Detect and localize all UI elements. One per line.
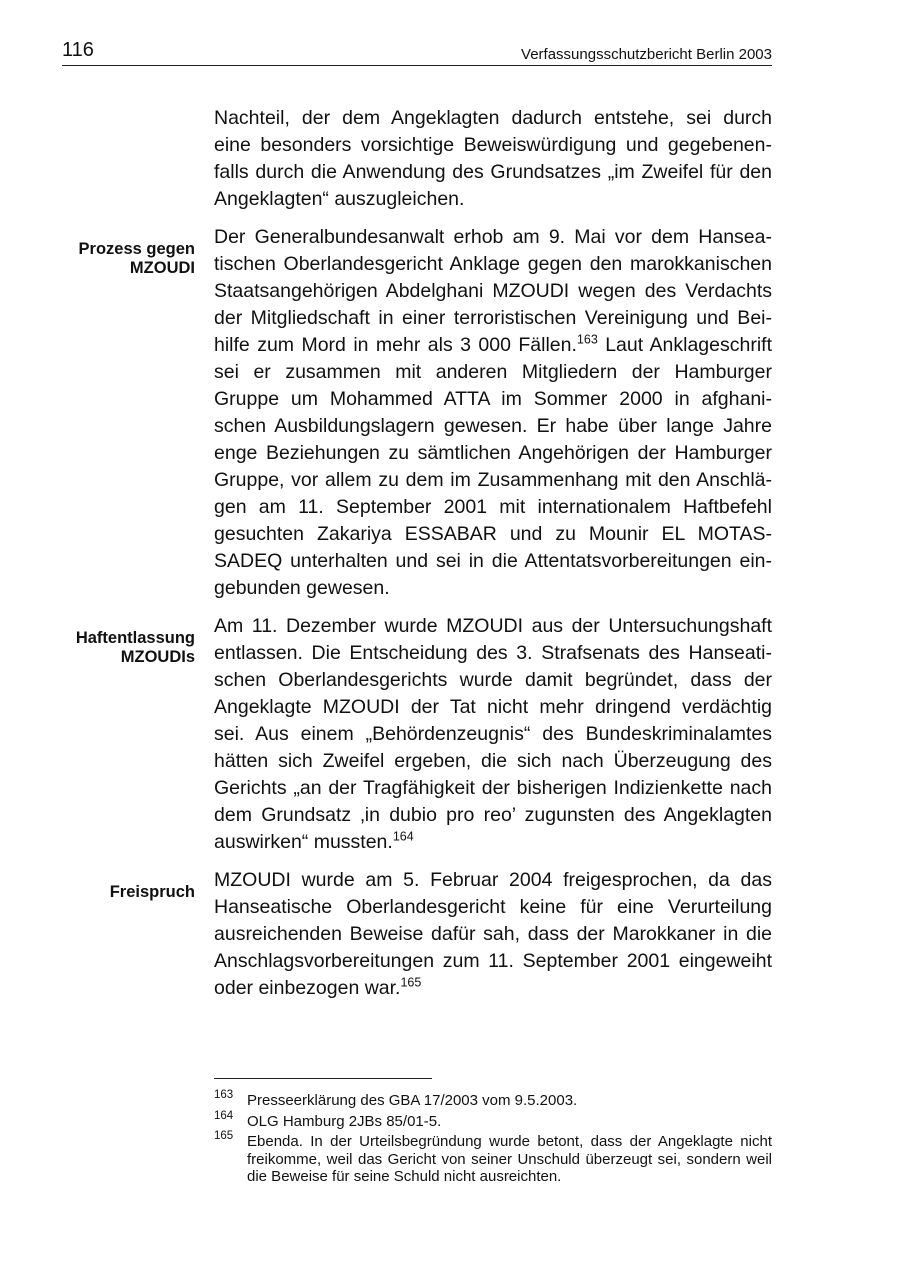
text-line: sei er zusammen mit anderen Mitgliedern der Hamburger — [214, 361, 772, 383]
footnote-line: freikomme, weil das Gericht von seiner Unschuld überzeugt sei, sondern weil — [247, 1150, 772, 1168]
text-line: gen am 11. September 2001 mit internationalem Haftbefehl — [214, 496, 772, 518]
margin-note-line: MZOUDI — [129, 259, 195, 277]
margin-note-line: Haftentlassung — [75, 629, 195, 647]
footnote-line: Ebenda. In der Urteilsbegründung wurde betont, dass der Angeklagte nicht — [247, 1133, 772, 1150]
footnote-line: die Beweise für seine Schuld nicht ausreichten. — [247, 1168, 562, 1185]
text-line: tischen Oberlandesgericht Anklage gegen den marokkanischen — [214, 253, 772, 275]
text-line: schen Ausbildungslagern gewesen. Er habe über lange Jahre — [214, 415, 772, 437]
paragraph-2 — [78, 224, 772, 602]
text-line — [214, 975, 772, 1002]
text-line — [214, 829, 772, 856]
text-line: SADEQ unterhalten und sei in die Attentatsvorbereitungen ein- — [214, 550, 772, 572]
text-line: der Mitgliedschaft in einer terroristischen Vereinigung und Bei- — [214, 307, 772, 329]
text-line: Nachteil, der dem Angeklagten dadurch entstehe, sei durch — [214, 107, 772, 129]
text-segment: oder einbezogen war. — [214, 977, 401, 999]
footnote-number: 164 — [214, 1109, 234, 1122]
footnote-164 — [214, 1109, 772, 1131]
text-line: ausreichenden Beweise dafür sah, dass der Marokkaner in die — [214, 923, 772, 945]
margin-note — [25, 883, 195, 902]
text-line: Staatsangehörigen Abdelghani MZOUDI wegen des Verdachts — [214, 280, 772, 302]
text-line: sei. Aus einem „Behördenzeugnis“ des Bundeskriminalamtes — [214, 723, 772, 745]
text-line: Der Generalbundesanwalt erhob am 9. Mai vor dem Hansea- — [214, 226, 772, 248]
margin-note-line: Freispruch — [109, 883, 195, 901]
footnote-text — [247, 1092, 772, 1110]
margin-note-line: MZOUDIs — [120, 648, 195, 666]
footnote-163 — [214, 1089, 772, 1110]
footnote-ref: 165 — [400, 975, 422, 990]
text-segment: hilfe zum Mord in mehr als 3 000 Fällen. — [214, 334, 577, 356]
margin-note — [25, 240, 195, 278]
text-line: gebunden gewesen. — [214, 577, 390, 599]
text-segment: Laut Anklageschrift — [597, 334, 772, 356]
text-line: Gruppe, vor allem zu dem im Zusammenhang mit den Anschlä- — [214, 469, 772, 491]
margin-note — [25, 629, 195, 667]
text-line: Hanseatische Oberlandesgericht keine für eine Verurteilung — [214, 896, 772, 918]
text-line: Am 11. Dezember wurde MZOUDI aus der Untersuchungshaft — [214, 615, 772, 637]
text-line: schen Oberlandesgerichts wurde damit begründet, dass der — [214, 669, 772, 691]
text-line — [214, 332, 772, 359]
text-line: MZOUDI wurde am 5. Februar 2004 freigesprochen, da das — [214, 869, 772, 891]
footnote-line: Presseerklärung des GBA 17/2003 vom 9.5.2003. — [247, 1092, 578, 1109]
paragraph-4 — [109, 867, 772, 1002]
text-line: falls durch die Anwendung des Grundsatzes „im Zweifel für den — [214, 161, 772, 183]
text-line: Angeklagte MZOUDI der Tat nicht mehr dringend verdächtig — [214, 696, 772, 718]
footnote-text — [247, 1133, 772, 1186]
footnotes — [214, 1089, 772, 1189]
text-segment: auswirken“ mussten. — [214, 831, 393, 853]
footnote-number: 163 — [214, 1089, 234, 1101]
footnote-line: OLG Hamburg 2JBs 85/01-5. — [247, 1112, 442, 1130]
page-number: 116 — [62, 39, 94, 61]
paragraph-1 — [214, 105, 772, 213]
main-text — [75, 105, 772, 1002]
margin-note-line: Prozess gegen — [78, 240, 195, 258]
text-line: Gruppe um Mohammed ATTA im Sommer 2000 in afghani- — [214, 388, 772, 410]
footnote-separator — [214, 1078, 432, 1079]
text-line: eine besonders vorsichtige Beweiswürdigung und gegebenen- — [214, 134, 772, 156]
footnote-ref: 164 — [392, 829, 414, 844]
text-line: Anschlagsvorbereitungen zum 11. September 2001 eingeweiht — [214, 950, 772, 972]
text-line: dem Grundsatz ‚in dubio pro reo’ zugunsten des Angeklagten — [214, 804, 772, 826]
text-line: gesuchten Zakariya ESSABAR und zu Mounir EL MOTAS- — [214, 523, 772, 545]
text-line: Angeklagten“ auszugleichen. — [214, 188, 465, 210]
text-line: Gerichts „an der Tragfähigkeit der bisherigen Indizienkette nach — [214, 777, 772, 799]
text-line: hätten sich Zweifel ergeben, die sich nach Überzeugung des — [214, 750, 772, 772]
text-line: enge Beziehungen zu sämtlichen Angehörigen der Hamburger — [214, 442, 772, 464]
footnote-number: 165 — [214, 1130, 234, 1142]
header-rule — [62, 65, 772, 66]
footnote-ref: 163 — [576, 332, 598, 347]
paragraph-3 — [75, 613, 772, 856]
footnote-165 — [214, 1130, 772, 1186]
footnote-text — [247, 1113, 772, 1131]
text-line: entlassen. Die Entscheidung des 3. Strafsenats des Hanseati- — [214, 642, 772, 664]
running-title: Verfassungsschutzbericht Berlin 2003 — [521, 46, 772, 63]
